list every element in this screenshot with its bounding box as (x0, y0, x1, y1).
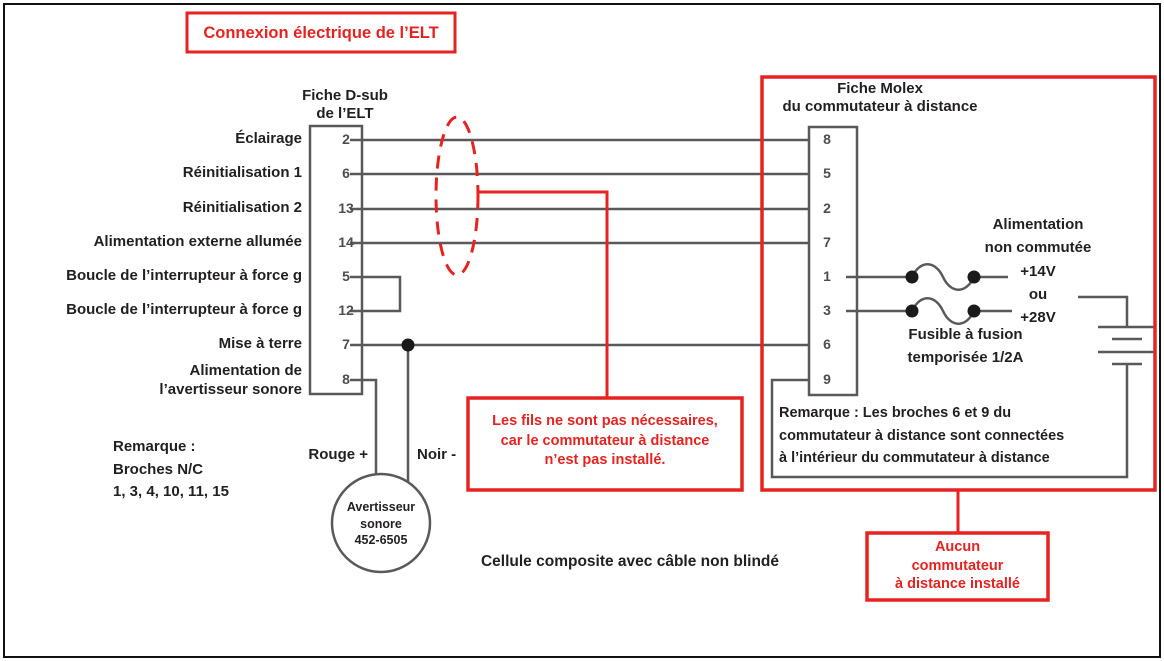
wires-callout-text (468, 412, 742, 471)
fuse-label (878, 323, 1053, 369)
dsub-header (270, 87, 420, 123)
buzzer-label-line1: Avertisseur (346, 500, 416, 514)
pin-label-alim-avertisseur-line1: Alimentation de (189, 362, 302, 379)
fuse-label-line1: Fusible à fusion (908, 326, 1023, 343)
pin-label-gswitch-1: Boucle de l’interrupteur à force g (66, 267, 302, 284)
power-or-label: ou (1028, 285, 1048, 303)
molex-header (768, 80, 992, 115)
molex-pin-number: 6 (823, 336, 831, 352)
molex-pin-number: 2 (823, 200, 831, 216)
dsub-pin-number: 12 (338, 302, 354, 318)
fuse-label-line2: temporisée 1/2A (907, 349, 1024, 366)
molex-note-line3: à l’intérieur du commutateur à distance (779, 450, 1050, 466)
pin-label-mise-a-terre: Mise à terre (218, 335, 302, 352)
wire-label-rouge: Rouge + (308, 446, 368, 463)
molex-pin-number: 8 (823, 131, 831, 147)
buzzer-label-line2: sonore (360, 516, 402, 531)
callout-leader-line (478, 192, 607, 398)
molex-note-line2: commutateur à distance sont connectées (779, 427, 1065, 444)
molex-note-line1: Remarque : Les broches 6 et 9 du (779, 405, 1012, 421)
power-block (958, 213, 1118, 329)
molex-pins-note (779, 402, 1135, 470)
dsub-pin-number: 5 (342, 268, 350, 284)
pin-label-eclairage: Éclairage (235, 130, 302, 147)
molex-header-line1: Fiche Molex (837, 80, 923, 97)
pin-label-reinit-2: Réinitialisation 2 (182, 199, 302, 216)
power-14v-label: +14V (1020, 262, 1056, 280)
molex-pin-number: 7 (823, 234, 831, 250)
power-28v-label: +28V (1020, 309, 1056, 327)
nc-note-line2: Broches N/C (113, 460, 204, 478)
molex-header-line2: du commutateur à distance (782, 97, 978, 115)
dsub-pin-number: 8 (342, 371, 350, 387)
airframe-caption: Cellule composite avec câble non blindé (480, 553, 780, 570)
power-label-line1: Alimentation (992, 216, 1084, 233)
pin-label-reinit-1: Réinitialisation 1 (182, 164, 302, 181)
junction-dot-ground (402, 339, 415, 352)
buzzer-label-line3: 452-6505 (354, 533, 408, 547)
pin-label-alim-avertisseur (0, 361, 302, 399)
no-switch-line3: à distance installé (895, 576, 1020, 592)
fuse-terminal-dot (906, 271, 919, 284)
pin-label-alim-externe: Alimentation externe allumée (93, 233, 302, 250)
molex-pin-number: 5 (823, 165, 831, 181)
no-switch-line1: Aucun (934, 539, 981, 555)
no-switch-callout-text (867, 538, 1048, 594)
dsub-pin-number: 13 (338, 200, 354, 216)
wires-callout-line1: Les fils ne sont pas nécessaires, (492, 413, 718, 429)
power-label-line2: non commutée (984, 239, 1092, 257)
dsub-pin-number: 6 (342, 165, 350, 181)
dsub-header-line2: de l’ELT (316, 105, 374, 122)
no-switch-line2: commutateur (911, 557, 1004, 574)
nc-note-line3: 1, 3, 4, 10, 11, 15 (113, 483, 229, 500)
wires-callout-line3: n’est pas installé. (544, 452, 666, 468)
nc-pins-note (113, 436, 229, 504)
wire-label-noir: Noir - (417, 446, 457, 463)
buzzer-label (321, 499, 441, 549)
wires-callout-line2: car le commutateur à distance (500, 432, 710, 449)
molex-pin-number: 3 (823, 302, 831, 318)
nc-note-line1: Remarque : (113, 438, 196, 455)
molex-pin-number: 9 (823, 371, 831, 387)
molex-pin-number: 1 (823, 268, 831, 284)
pin-label-gswitch-2: Boucle de l’interrupteur à force g (66, 301, 302, 318)
dsub-pin-number: 2 (342, 131, 350, 147)
fuse-terminal-dot (906, 305, 919, 318)
dsub-header-line1: Fiche D-sub (302, 87, 388, 104)
diagram-title: Connexion électrique de l’ELT (203, 24, 439, 42)
dsub-pin-number: 7 (342, 336, 350, 352)
pin-label-alim-avertisseur-line2: l’avertisseur sonore (159, 381, 302, 398)
dsub-pin-number: 14 (338, 234, 354, 250)
